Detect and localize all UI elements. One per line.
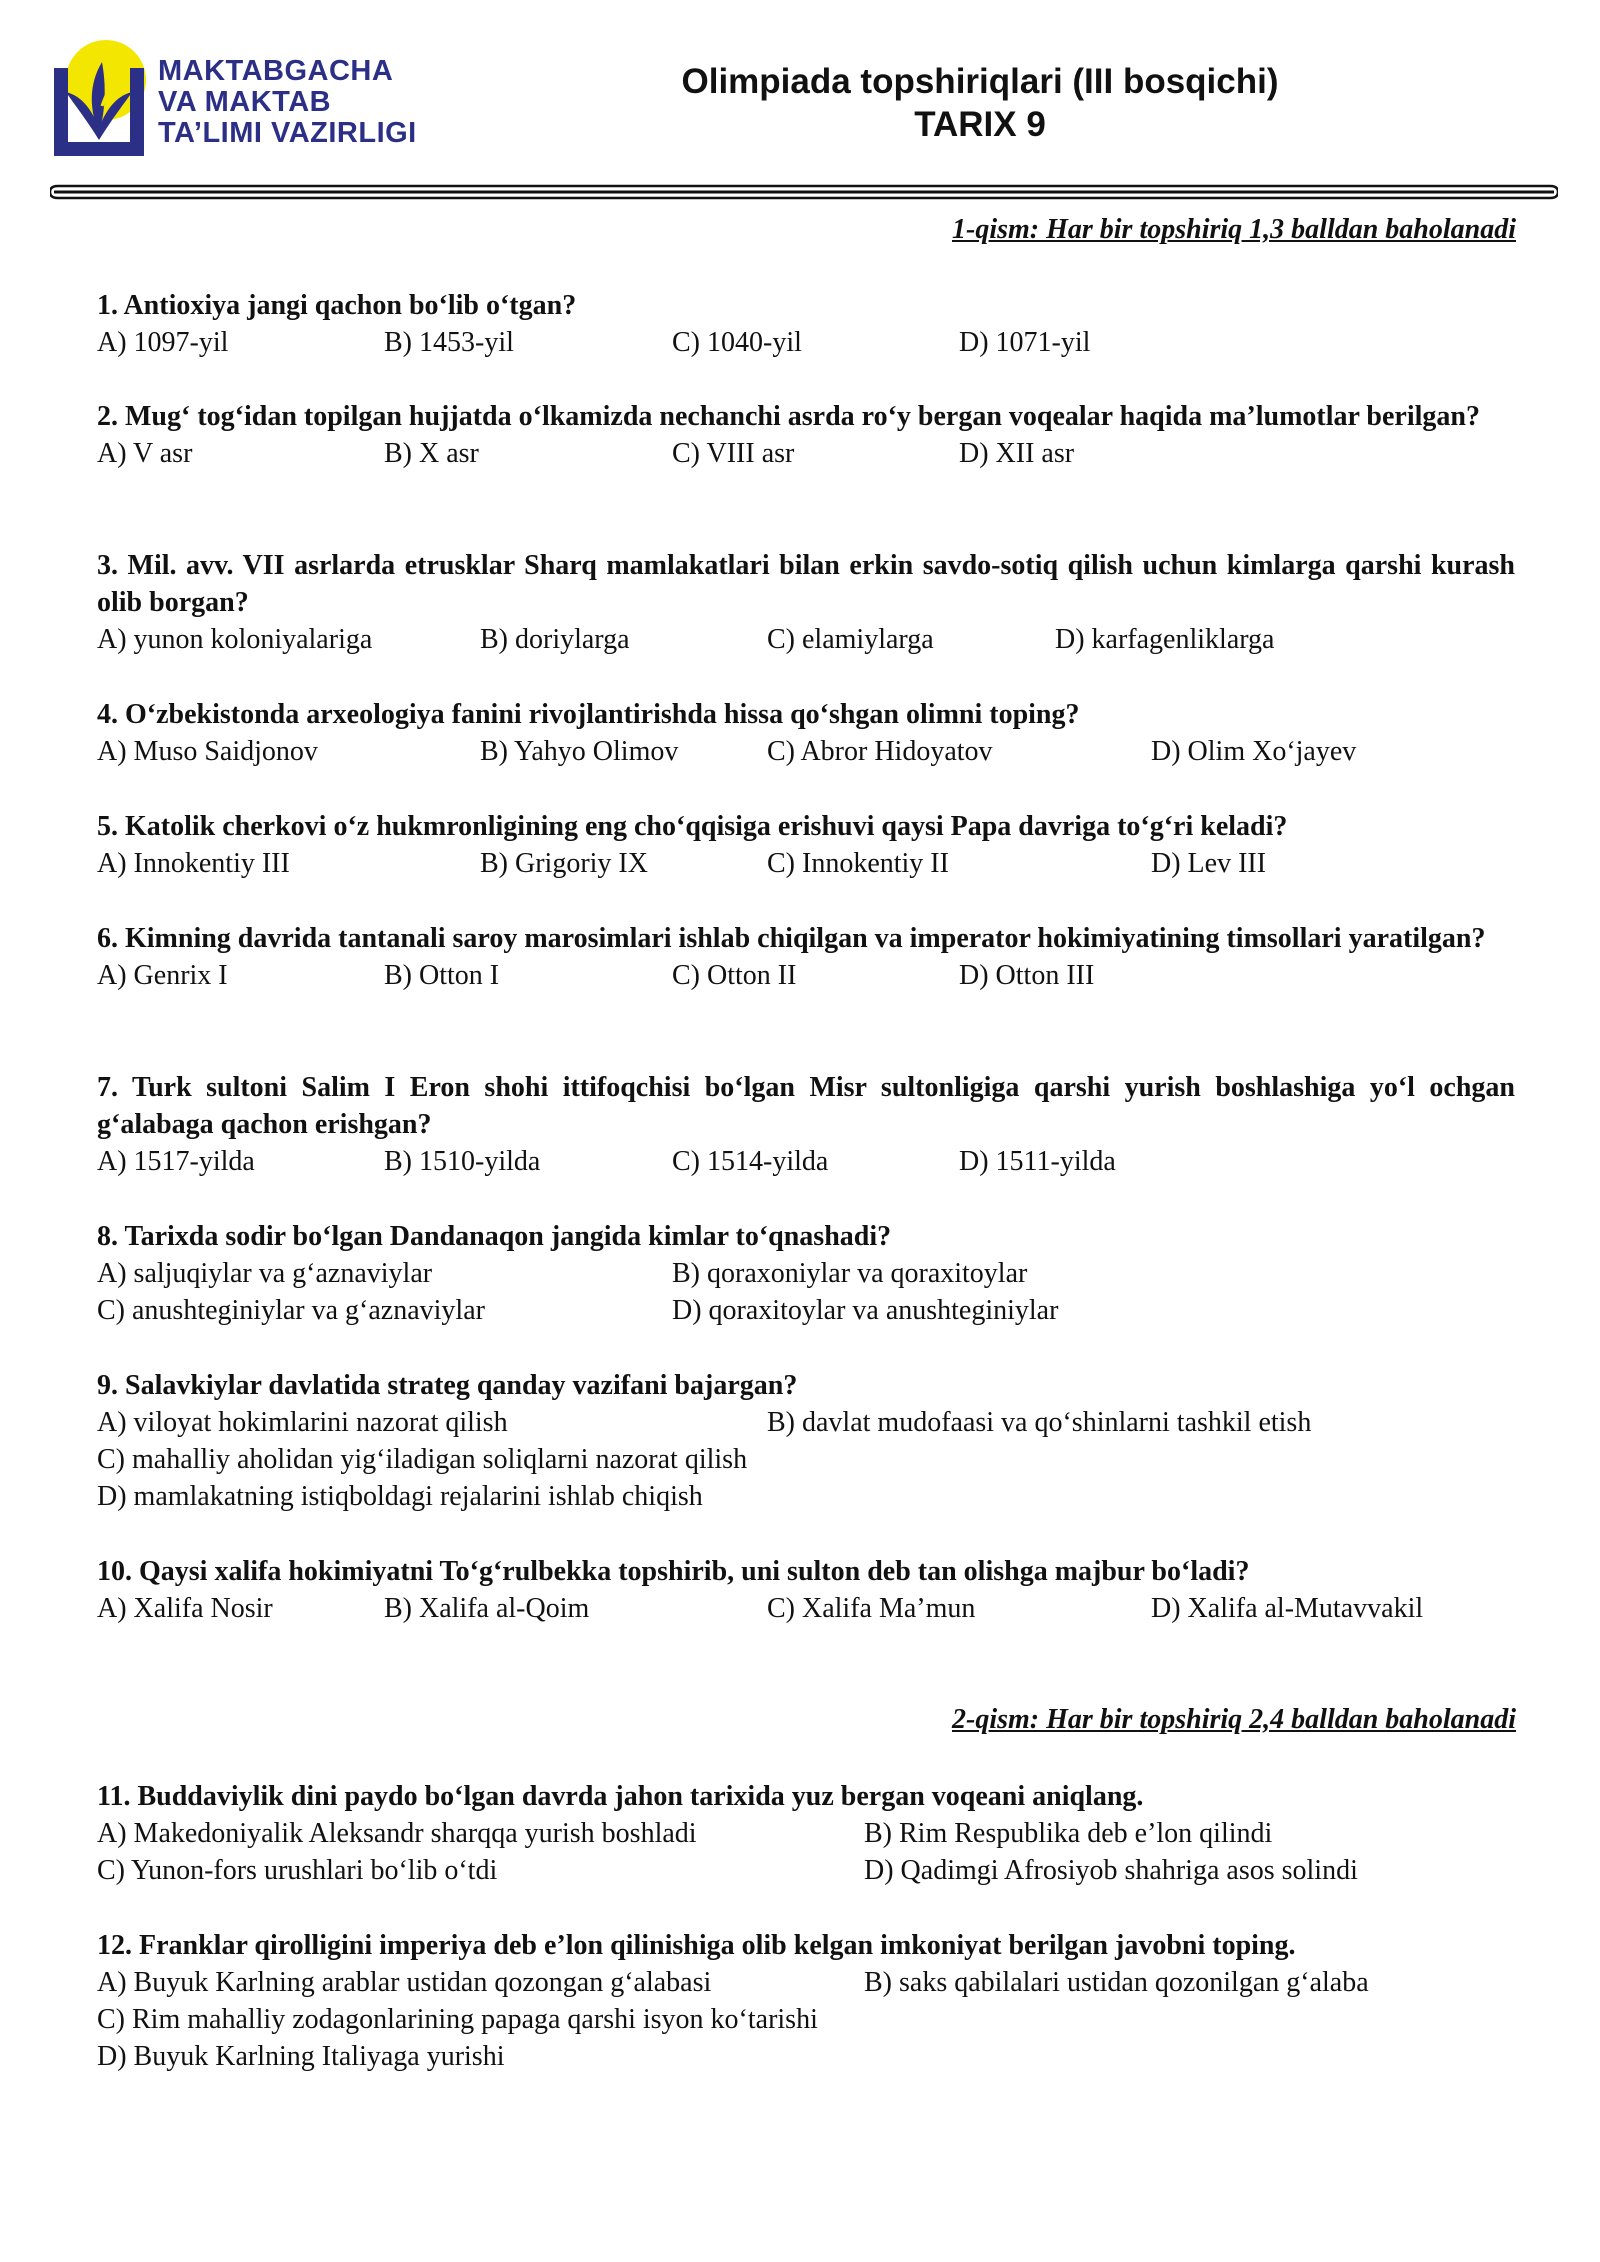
option-a[interactable]: A) Buyuk Karlning arablar ustidan qozongan g‘alabasi <box>97 1967 712 1998</box>
question-11 <box>97 1778 1515 1889</box>
answer-options <box>97 435 1515 472</box>
option-b[interactable]: B) 1510-yilda <box>384 1146 541 1177</box>
question-text: 4. O‘zbekistonda arxeologiya fanini rivojlantirishda hissa qo‘shgan olimni toping? <box>97 699 1080 730</box>
question-text: 1. Antioxiya jangi qachon bo‘lib o‘tgan? <box>97 290 577 321</box>
question-6 <box>97 920 1515 994</box>
answer-options <box>97 845 1515 882</box>
option-a[interactable]: A) 1097-yil <box>97 327 229 358</box>
option-d[interactable]: D) Otton III <box>959 960 1095 991</box>
option-a[interactable]: A) viloyat hokimlarini nazorat qilish <box>97 1407 508 1438</box>
section-2-heading: 2-qism: Har bir topshiriq 2,4 balldan baholanadi <box>952 1704 1516 1735</box>
option-c[interactable]: C) Otton II <box>672 960 797 991</box>
option-d[interactable]: D) Xalifa al-Mutavvakil <box>1151 1593 1424 1624</box>
option-d[interactable]: D) 1071-yil <box>959 327 1091 358</box>
ministry-name-line-2: VA MAKTAB <box>158 86 332 118</box>
question-12 <box>97 1927 1515 2075</box>
question-text: 2. Mug‘ tog‘idan topilgan hujjatda o‘lkamizda nechanchi asrda ro‘y bergan voqealar haqida ma’lumotlar berilgan? <box>97 401 1480 432</box>
question-text: 8. Tarixda sodir bo‘lgan Dandanaqon jangida kimlar to‘qnashadi? <box>97 1221 892 1252</box>
question-text: 9. Salavkiylar davlatida strateg qanday vazifani bajargan? <box>97 1370 798 1401</box>
option-b[interactable]: B) saks qabilalari ustidan qozonilgan g‘alaba <box>864 1967 1369 1998</box>
answer-options-row-2 <box>97 1292 1515 1329</box>
option-c[interactable]: C) anushteginiylar va g‘aznaviylar <box>97 1295 485 1326</box>
option-b[interactable]: B) Yahyo Olimov <box>480 736 679 767</box>
answer-options <box>97 1590 1515 1627</box>
answer-options <box>97 621 1515 658</box>
option-a[interactable]: A) 1517-yilda <box>97 1146 255 1177</box>
option-c[interactable]: C) Yunon-fors urushlari bo‘lib o‘tdi <box>97 1855 498 1886</box>
document-title-block <box>560 60 1400 146</box>
question-3 <box>97 547 1515 658</box>
document-subject: TARIX 9 <box>914 105 1046 144</box>
option-d[interactable]: D) qoraxitoylar va anushteginiylar <box>672 1295 1059 1326</box>
question-text: 5. Katolik cherkovi o‘z hukmronligining eng cho‘qqisiga erishuvi qaysi Papa davriga to‘g‘ri keladi? <box>97 811 1288 842</box>
answer-options-row-1 <box>97 1404 1515 1441</box>
option-c[interactable]: C) elamiylarga <box>767 624 934 655</box>
option-c[interactable]: C) 1040-yil <box>672 327 802 358</box>
option-d[interactable]: D) mamlakatning istiqboldagi rejalarini ishlab chiqish <box>97 1481 703 1512</box>
question-text: 12. Franklar qirolligini imperiya deb e’lon qilinishiga olib kelgan imkoniyat berilgan javobni toping. <box>97 1930 1296 1961</box>
option-c[interactable]: C) Xalifa Ma’mun <box>767 1593 976 1624</box>
option-a[interactable]: A) saljuqiylar va g‘aznaviylar <box>97 1258 433 1289</box>
document-title: Olimpiada topshiriqlari (III bosqichi) <box>681 62 1279 101</box>
option-a[interactable]: A) V asr <box>97 438 193 469</box>
question-7 <box>97 1069 1515 1180</box>
option-a[interactable]: A) Makedoniyalik Aleksandr sharqqa yurish boshladi <box>97 1818 697 1849</box>
answer-options-row-1 <box>97 1815 1515 1852</box>
question-1 <box>97 287 1515 361</box>
option-c[interactable]: C) 1514-yilda <box>672 1146 829 1177</box>
answer-options-row-1 <box>97 1255 1515 1292</box>
option-d[interactable]: D) Lev III <box>1151 848 1267 879</box>
section-1-heading: 1-qism: Har bir topshiriq 1,3 balldan baholanadi <box>952 214 1516 245</box>
question-9 <box>97 1367 1515 1515</box>
question-text: 11. Buddaviylik dini paydo bo‘lgan davrda jahon tarixida yuz bergan voqeani aniqlang. <box>97 1781 1144 1812</box>
question-5 <box>97 808 1515 882</box>
question-10 <box>97 1553 1515 1627</box>
answer-options <box>97 733 1515 770</box>
option-d[interactable]: D) Buyuk Karlning Italiyaga yurishi <box>97 2041 505 2072</box>
option-d[interactable]: D) XII asr <box>959 438 1075 469</box>
question-text: 7. Turk sultoni Salim I Eron shohi ittifoqchisi bo‘lgan Misr sultonligiga qarshi yurish boshlashiga yo‘l ochgan g‘alabaga qachon erishgan? <box>97 1072 1515 1140</box>
ministry-name-line-3: TA’LIMI VAZIRLIGI <box>158 117 417 149</box>
option-b[interactable]: B) Xalifa al-Qoim <box>384 1593 590 1624</box>
option-b[interactable]: B) doriylarga <box>480 624 630 655</box>
question-2 <box>97 398 1515 472</box>
answer-options <box>97 324 1515 361</box>
option-a[interactable]: A) Innokentiy III <box>97 848 290 879</box>
option-b[interactable]: B) qoraxoniylar va qoraxitoylar <box>672 1258 1028 1289</box>
answer-options-row-2 <box>97 1441 1515 1478</box>
option-c[interactable]: C) VIII asr <box>672 438 795 469</box>
option-c[interactable]: C) Rim mahalliy zodagonlarining papaga qarshi isyon ko‘tarishi <box>97 2004 818 2035</box>
option-d[interactable]: D) Olim Xo‘jayev <box>1151 736 1357 767</box>
option-b[interactable]: B) Otton I <box>384 960 500 991</box>
answer-options <box>97 957 1515 994</box>
option-a[interactable]: A) Xalifa Nosir <box>97 1593 273 1624</box>
answer-options-row-3 <box>97 2038 1515 2075</box>
option-c[interactable]: C) mahalliy aholidan yig‘iladigan soliqlarni nazorat qilish <box>97 1444 748 1475</box>
option-c[interactable]: C) Abror Hidoyatov <box>767 736 993 767</box>
option-b[interactable]: B) Grigoriy IX <box>480 848 648 879</box>
option-b[interactable]: B) X asr <box>384 438 479 469</box>
option-c[interactable]: C) Innokentiy II <box>767 848 949 879</box>
question-text: 6. Kimning davrida tantanali saroy marosimlari ishlab chiqilgan va imperator hokimiyatining timsollari yaratilgan? <box>97 923 1486 954</box>
question-4 <box>97 696 1515 770</box>
answer-options-row-2 <box>97 1852 1515 1889</box>
ministry-name-line-1: MAKTABGACHA <box>158 55 394 87</box>
question-8 <box>97 1218 1515 1329</box>
option-a[interactable]: A) Genrix I <box>97 960 228 991</box>
ministry-name <box>158 56 417 149</box>
option-d[interactable]: D) Qadimgi Afrosiyob shahriga asos solindi <box>864 1855 1358 1886</box>
option-d[interactable]: D) karfagenliklarga <box>1055 624 1275 655</box>
option-a[interactable]: A) Muso Saidjonov <box>97 736 318 767</box>
page-header <box>0 0 1600 205</box>
answer-options-row-2 <box>97 2001 1515 2038</box>
ministry-logo-icon <box>44 36 154 164</box>
option-b[interactable]: B) davlat mudofaasi va qo‘shinlarni tashkil etish <box>767 1407 1312 1438</box>
answer-options-row-1 <box>97 1964 1515 2001</box>
question-text: 10. Qaysi xalifa hokimiyatni To‘g‘rulbekka topshirib, uni sulton deb tan olishga majbur bo‘ladi? <box>97 1556 1250 1587</box>
answer-options-row-3 <box>97 1478 1515 1515</box>
option-a[interactable]: A) yunon koloniyalariga <box>97 624 373 655</box>
option-b[interactable]: B) Rim Respublika deb e’lon qilindi <box>864 1818 1273 1849</box>
answer-options <box>97 1143 1515 1180</box>
header-divider <box>50 184 1558 200</box>
question-text: 3. Mil. avv. VII asrlarda etrusklar Sharq mamlakatlari bilan erkin savdo-sotiq qilish uchun kimlarga qarshi kurash olib borgan? <box>97 550 1515 618</box>
option-b[interactable]: B) 1453-yil <box>384 327 514 358</box>
option-d[interactable]: D) 1511-yilda <box>959 1146 1116 1177</box>
